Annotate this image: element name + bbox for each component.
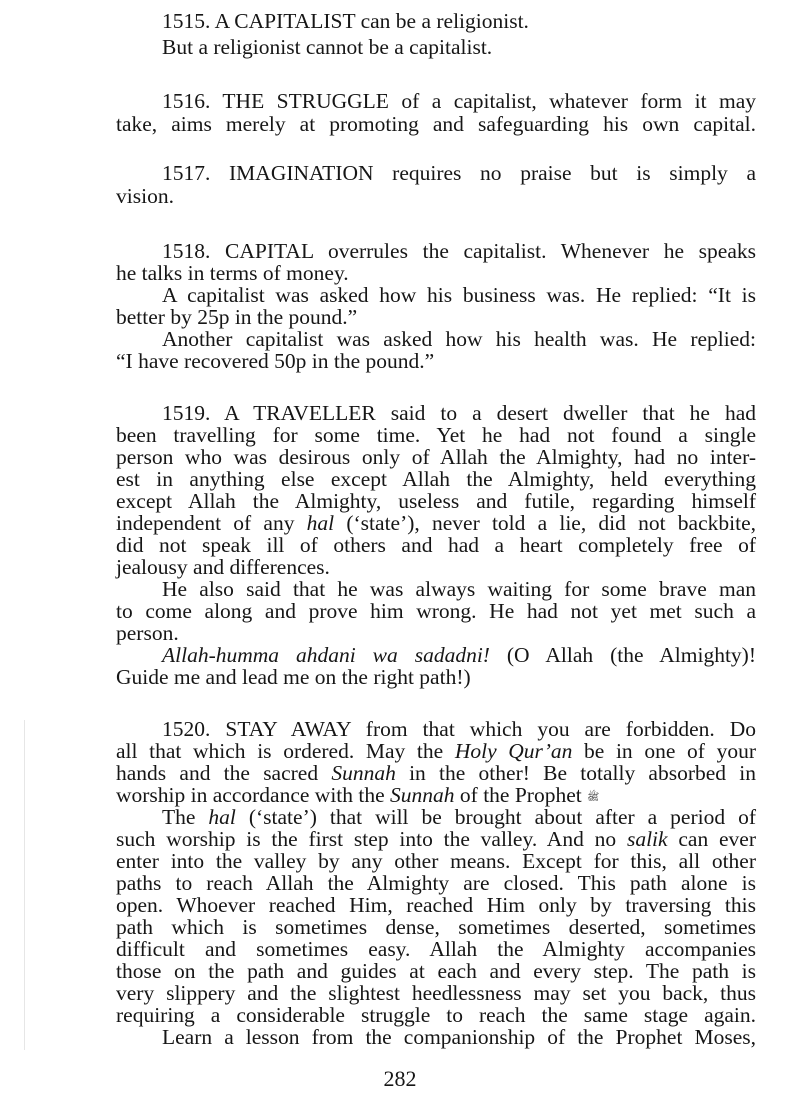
entry-1520-line-13: very slippery and the slightest heedlessness may set you back, thus bbox=[116, 981, 756, 1005]
entry-1520-line-9: open. Whoever reached Him, reached Him only by traversing this bbox=[116, 893, 756, 917]
page-number: 282 bbox=[383, 1066, 417, 1091]
entry-1516-heading: 1516. THE STRUGGLE bbox=[162, 89, 389, 113]
entry-1518-line-5: Another capitalist was asked how his health was. He replied: bbox=[162, 327, 756, 351]
entry-1519-heading: 1519. A TRAVELLER bbox=[162, 401, 376, 425]
entry-1519-line-4: est in anything else except Allah the Almighty, held everything bbox=[116, 467, 756, 491]
entry-1520-line-1: 1520. STAY AWAY from that which you are forbidden. Do bbox=[162, 717, 756, 741]
entry-1520-heading: 1520. STAY AWAY bbox=[162, 717, 351, 741]
entry-1519-line-9: He also said that he was always waiting for some brave man bbox=[162, 577, 756, 601]
entry-1516-line-1: 1516. THE STRUGGLE of a capitalist, whatever form it may bbox=[162, 89, 756, 113]
entry-1520-line-5: The hal (‘state’) that will be brought about after a period of bbox=[162, 805, 756, 829]
entry-1520-line-14: requiring a considerable struggle to reach the same stage again. bbox=[116, 1003, 756, 1027]
entry-1518-line-2: he talks in terms of money. bbox=[116, 261, 349, 285]
entry-1515-line-1: 1515. A CAPITALIST can be a religionist. bbox=[162, 9, 529, 33]
entry-1519-line-5: except Allah the Almighty, useless and futile, regarding himself bbox=[116, 489, 756, 513]
entry-1519-line-12: Allah-humma ahdani wa sadadni! (O Allah (the Almighty)! bbox=[162, 643, 756, 667]
term-salik: salik bbox=[626, 827, 668, 851]
entry-1517-line-1: 1517. IMAGINATION requires no praise but is simply a bbox=[162, 161, 756, 185]
entry-1516-line-2: take, aims merely at promoting and safeguarding his own capital. bbox=[116, 112, 756, 136]
term-sunnah: Sunnah bbox=[331, 761, 396, 785]
entry-1520-line-6: such worship is the first step into the valley. And no salik can ever bbox=[116, 827, 756, 851]
entry-1518-line-1: 1518. CAPITAL overrules the capitalist. Whenever he speaks bbox=[162, 239, 756, 263]
entry-1520-line-7: enter into the valley by any other means. Except for this, all other bbox=[116, 849, 756, 873]
entry-1515-heading: 1515. A CAPITALIST bbox=[162, 9, 356, 33]
entry-1518-heading: 1518. CAPITAL bbox=[162, 239, 314, 263]
entry-1520-line-4: worship in accordance with the Sunnah of the Prophet ﷺ bbox=[116, 783, 600, 807]
entry-1519-line-2: been travelling for some time. Yet he had not found a single bbox=[116, 423, 756, 447]
arabic-prayer-transliteration: Allah-humma ahdani wa sadadni! bbox=[162, 643, 490, 667]
entry-1515-line-2: But a religionist cannot be a capitalist. bbox=[162, 35, 493, 59]
entry-1518-line-4: better by 25p in the pound.” bbox=[116, 305, 358, 329]
entry-1520-line-12: those on the path and guides at each and every step. The path is bbox=[116, 959, 756, 983]
entry-1519-line-3: person who was desirous only of Allah the Almighty, had no inter- bbox=[116, 445, 756, 469]
entry-1520-line-10: path which is sometimes dense, sometimes deserted, sometimes bbox=[116, 915, 756, 939]
entry-1520-line-15: Learn a lesson from the companionship of the Prophet Moses, bbox=[162, 1025, 756, 1049]
entry-1519-line-6: independent of any hal (‘state’), never told a lie, did not backbite, bbox=[116, 511, 756, 535]
entry-1520-line-2: all that which is ordered. May the Holy Qur’an be in one of your bbox=[116, 739, 756, 763]
entry-1519-line-1: 1519. A TRAVELLER said to a desert dweller that he had bbox=[162, 401, 756, 425]
entry-1519-line-8: jealousy and differences. bbox=[116, 555, 330, 579]
salutation-glyph-icon: ﷺ bbox=[587, 792, 600, 803]
term-hal: hal bbox=[306, 511, 335, 535]
scan-artifact-line bbox=[24, 720, 25, 1050]
entry-1520-line-3: hands and the sacred Sunnah in the other! Be totally absorbed in bbox=[116, 761, 757, 785]
entry-1519-line-13: Guide me and lead me on the right path!) bbox=[116, 665, 471, 689]
term-hal: hal bbox=[208, 805, 236, 829]
entry-1517-heading: 1517. IMAGINATION bbox=[162, 161, 374, 185]
entry-1518-line-6: “I have recovered 50p in the pound.” bbox=[116, 349, 435, 373]
entry-1519-line-11: person. bbox=[116, 621, 179, 645]
term-holy-quran: Holy Qur’an bbox=[454, 739, 573, 763]
entry-1520-line-8: paths to reach Allah the Almighty are closed. This path alone is bbox=[116, 871, 756, 895]
entry-1519-line-10: to come along and prove him wrong. He had not yet met such a bbox=[116, 599, 756, 623]
entry-1519-line-7: did not speak ill of others and had a heart completely free of bbox=[116, 533, 756, 557]
entry-1517-line-2: vision. bbox=[116, 184, 174, 208]
entry-1518-line-3: A capitalist was asked how his business was. He replied: “It is bbox=[162, 283, 756, 307]
term-sunnah: Sunnah bbox=[390, 783, 455, 807]
entry-1520-line-11: difficult and sometimes easy. Allah the Almighty accompanies bbox=[116, 937, 756, 961]
